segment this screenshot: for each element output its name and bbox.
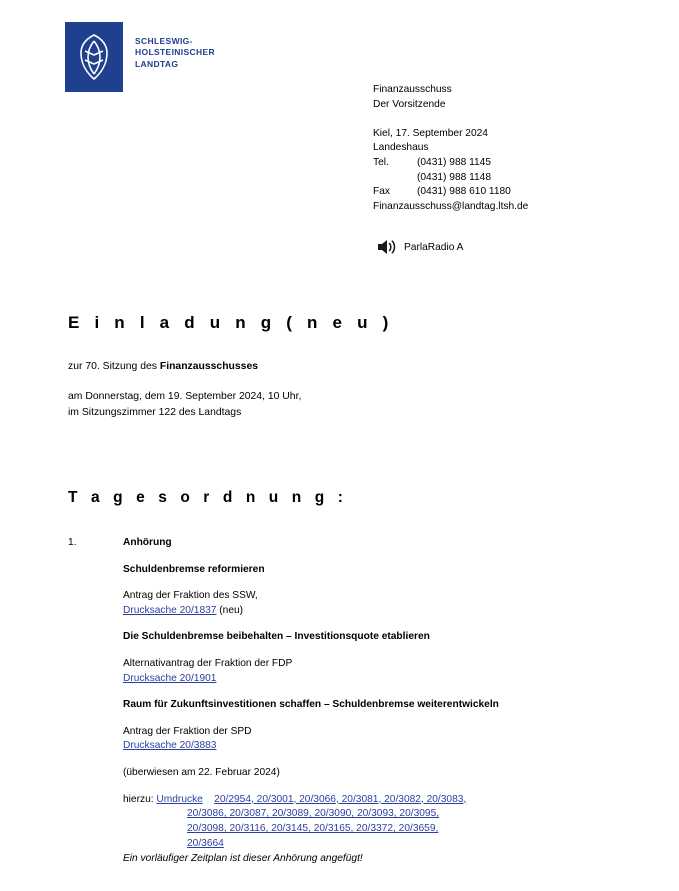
motion-source-2: Alternativantrag der Fraktion der FDP xyxy=(123,657,293,669)
landtag-crest-icon xyxy=(65,22,123,92)
parlaradio-block[interactable] xyxy=(376,238,463,256)
drucksache-link-1[interactable]: Drucksache 20/1837 xyxy=(123,604,217,616)
agenda-item-number: 1. xyxy=(68,537,77,548)
telephone-row-2 xyxy=(373,171,528,186)
landtag-logo-text xyxy=(135,36,215,70)
agenda-item-1 xyxy=(68,536,648,866)
page-title: E i n l a d u n g ( n e u ) xyxy=(68,313,394,332)
hierzu-label: hierzu: xyxy=(123,793,157,805)
telephone-label-empty xyxy=(373,171,417,186)
contact-spacer xyxy=(373,112,528,127)
logo-line-1: SCHLESWIG- xyxy=(135,36,193,46)
drucksache-link-2[interactable]: Drucksache 20/1901 xyxy=(123,672,217,684)
session-subtitle-committee: Finanzausschusses xyxy=(159,361,259,372)
drucksache-suffix-1: (neu) xyxy=(216,604,244,616)
umdrucke-block xyxy=(123,793,648,852)
logo-line-2: HOLSTEINISCHER xyxy=(135,47,215,58)
parlaradio-label: ParlaRadio A xyxy=(404,241,464,253)
speaker-icon xyxy=(376,238,398,256)
agenda-heading: T a g e s o r d n u n g : xyxy=(68,489,348,506)
schedule-footnote: Ein vorläufiger Zeitplan ist dieser Anhörung angefügt! xyxy=(123,852,363,864)
umdrucke-line-2[interactable]: 20/3086, 20/3087, 20/3089, 20/3090, 20/3093, 20/3095, xyxy=(187,808,440,820)
umdrucke-line-4[interactable]: 20/3664 xyxy=(187,837,224,849)
logo-line-3: LANDTAG xyxy=(135,58,179,69)
umdrucke-line-3[interactable]: 20/3098, 20/3116, 20/3145, 20/3165, 20/3372, 20/3659, xyxy=(187,823,439,835)
committee-role: Der Vorsitzende xyxy=(373,98,446,110)
telephone-number-1: (0431) 988 1145 xyxy=(417,156,492,168)
motion-source-3: Antrag der Fraktion der SPD xyxy=(123,725,252,737)
motion-reference-row-2 xyxy=(123,672,648,687)
motion-title-1: Schuldenbremse reformieren xyxy=(123,563,265,575)
umdrucke-line-1[interactable]: 20/2954, 20/3001, 20/3066, 20/3081, 20/3082, 20/3083, xyxy=(214,793,467,805)
referral-note: (überwiesen am 22. Februar 2024) xyxy=(123,766,280,778)
motion-title-3: Raum für Zukunftsinvestitionen schaffen – Schuldenbremse weiterentwickeln xyxy=(123,699,499,711)
drucksache-link-3[interactable]: Drucksache 20/3883 xyxy=(123,740,217,752)
place-date: Kiel, 17. September 2024 xyxy=(373,127,488,139)
umdrucke-label-link[interactable]: Umdrucke xyxy=(156,793,203,805)
session-room-line: im Sitzungszimmer 122 des Landtags xyxy=(68,406,242,418)
email-address: Finanzausschuss@landtag.ltsh.de xyxy=(373,200,529,212)
motion-title-2: Die Schuldenbremse beibehalten – Investitionsquote etablieren xyxy=(123,631,430,643)
committee-name: Finanzausschuss xyxy=(373,84,452,95)
session-datetime xyxy=(68,389,301,420)
session-subtitle-prefix: zur 70. Sitzung des xyxy=(68,361,160,372)
motion-reference-row-1 xyxy=(123,604,648,619)
contact-block xyxy=(373,83,528,214)
umdrucke-first-line xyxy=(123,793,648,808)
agenda-item-title: Anhörung xyxy=(123,537,172,548)
building-name: Landeshaus xyxy=(373,142,429,154)
fax-label: Fax xyxy=(373,186,390,198)
motion-source-1: Antrag der Fraktion des SSW, xyxy=(123,590,258,602)
telephone-row-1 xyxy=(373,156,528,171)
fax-row xyxy=(373,185,528,200)
session-subtitle xyxy=(68,361,258,372)
telephone-number-2: (0431) 988 1148 xyxy=(417,171,492,183)
session-datetime-line-1: am Donnerstag, dem 19. September 2024, 10 Uhr, xyxy=(68,391,302,402)
fax-number: (0431) 988 610 1180 xyxy=(417,186,511,198)
motion-reference-row-3 xyxy=(123,739,648,754)
telephone-label: Tel. xyxy=(373,156,389,168)
landtag-logo xyxy=(65,22,215,92)
